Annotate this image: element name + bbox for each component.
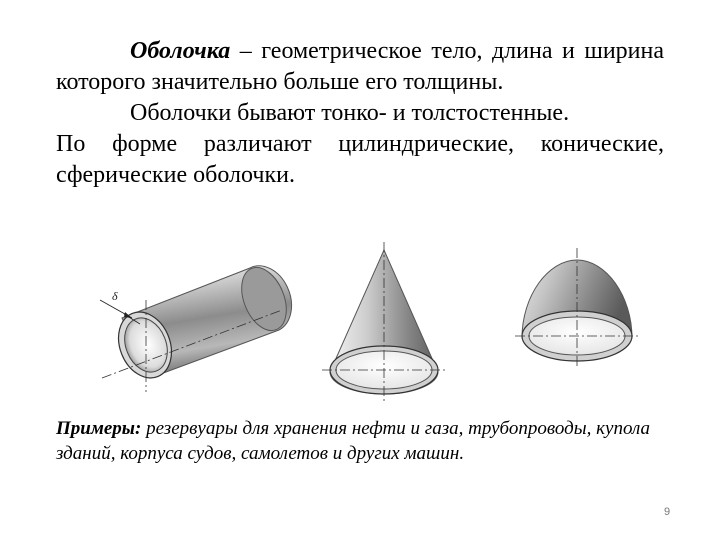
spherical-shell-figure <box>515 248 640 366</box>
term-shell: Оболочка <box>130 38 231 64</box>
types-text: Оболочки бывают тонко- и толстостенные. <box>130 100 570 126</box>
examples-paragraph <box>56 416 650 466</box>
cylinder-shell-figure <box>100 261 295 392</box>
conical-shell-figure <box>322 242 446 402</box>
cylinder-thickness-label: δ <box>112 289 118 303</box>
intro-text <box>56 36 664 191</box>
forms-paragraph <box>56 129 664 191</box>
types-paragraph <box>56 98 664 129</box>
shell-figures <box>0 236 720 406</box>
definition-paragraph <box>56 36 664 98</box>
definition-text: – геометрическое тело, длина и ширина которого значительно больше его толщины. <box>56 38 664 95</box>
page-number: 9 <box>664 506 671 518</box>
forms-text: По форме различают цилиндрические, конические, сферические оболочки. <box>56 131 664 188</box>
examples-label: Примеры: <box>56 418 142 439</box>
examples-text: резервуары для хранения нефти и газа, трубопроводы, купола зданий, корпуса судов, самолетов и других машин. <box>56 418 650 464</box>
